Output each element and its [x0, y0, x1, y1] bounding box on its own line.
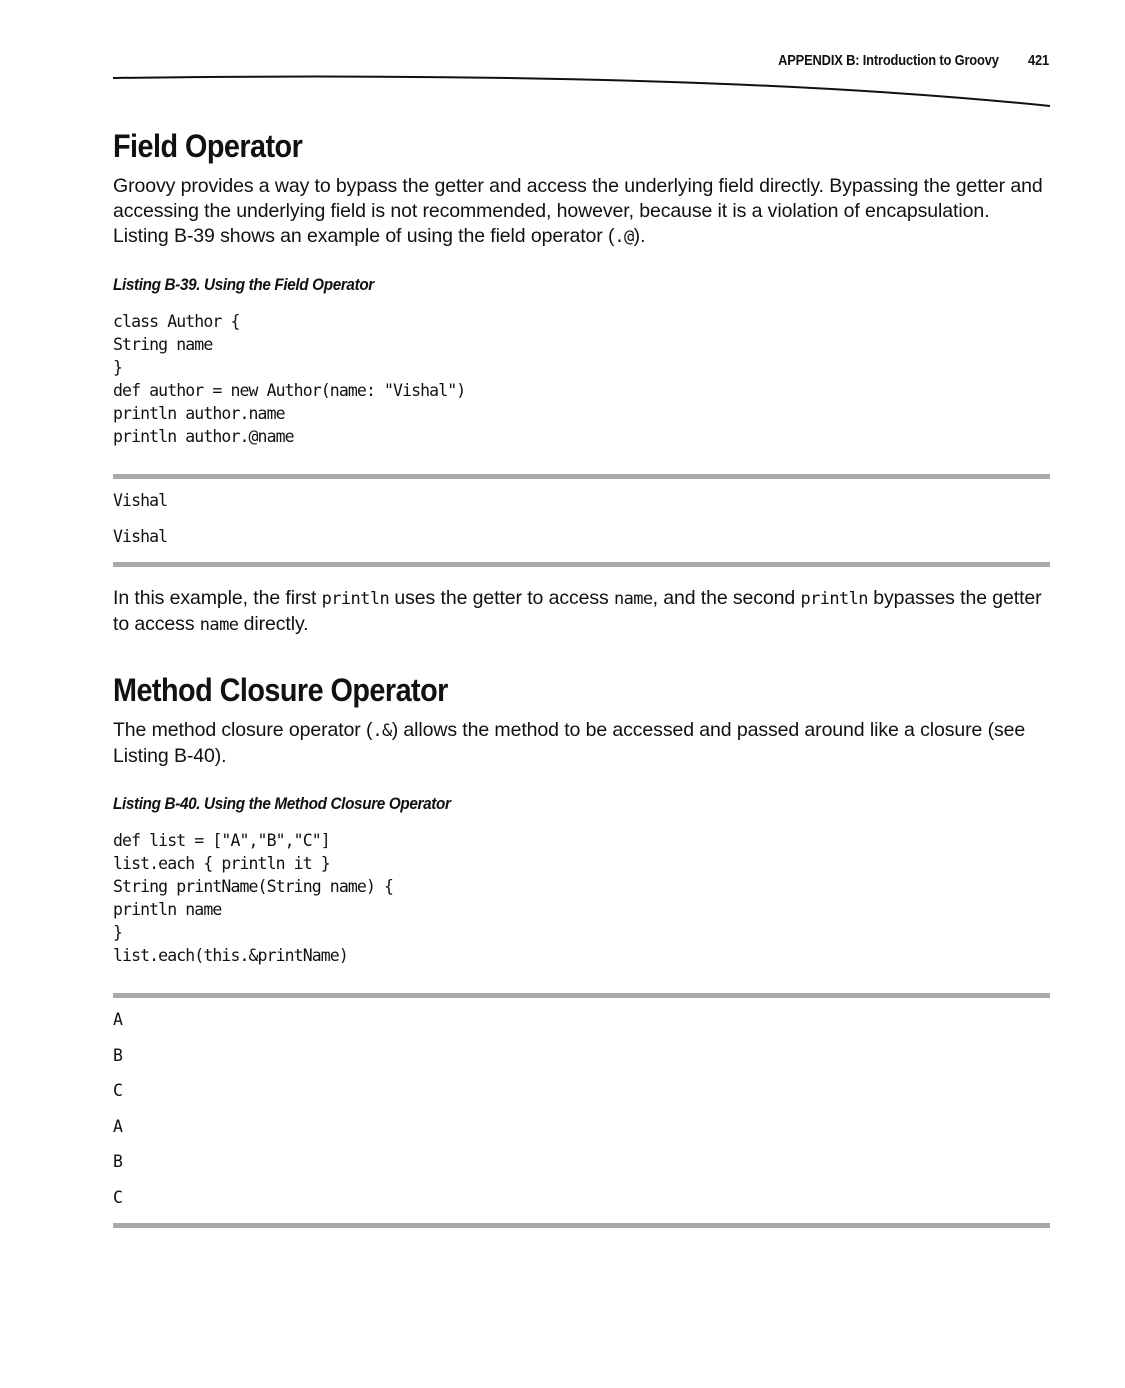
section-method-closure-operator — [113, 668, 1050, 967]
output-line: B — [113, 1045, 123, 1065]
page-number: 421 — [1027, 52, 1049, 69]
text-run: In this example, the first — [113, 587, 322, 609]
inline-code: println — [321, 589, 390, 609]
running-title: APPENDIX B: Introduction to Groovy — [778, 52, 999, 69]
output-box — [113, 474, 1050, 567]
inline-code: .& — [372, 721, 392, 741]
header-rule — [0, 68, 1125, 116]
code-listing — [113, 829, 1050, 967]
inline-code: name — [614, 589, 653, 609]
code-line: class Author { — [113, 312, 240, 331]
inline-code: println — [800, 589, 868, 609]
section-intro-paragraph — [113, 718, 1050, 769]
code-line: String printName(String name) { — [113, 877, 394, 896]
listing-caption: Listing B-40. Using the Method Closure Operator — [113, 794, 451, 813]
text-run: , and the second — [652, 587, 801, 609]
output-line: C — [113, 1081, 123, 1100]
output-line: B — [113, 1152, 123, 1171]
intro-text: The method closure operator ( — [113, 719, 373, 741]
intro-text: ) allows the method to be accessed and passed around like a closure (see Listing B-40). — [113, 719, 1026, 767]
section-intro-paragraph — [113, 174, 1050, 250]
code-line: String name — [113, 335, 213, 354]
section-title: Field Operator — [113, 128, 303, 164]
output-line: Vishal — [113, 491, 168, 510]
code-line: } — [113, 923, 123, 942]
output-line: Vishal — [113, 526, 168, 546]
inline-code: .@ — [614, 227, 634, 247]
section-field-operator — [113, 124, 1050, 448]
code-listing — [113, 310, 1050, 448]
code-line: list.each(this.&printName) — [113, 946, 348, 965]
output-line: C — [113, 1187, 123, 1207]
code-line: println author.name — [113, 404, 285, 423]
code-line: def author = new Author(name: "Vishal") — [113, 381, 466, 400]
output-line: A — [113, 1116, 123, 1136]
text-run: uses the getter to access — [389, 587, 615, 609]
listing-caption: Listing B-39. Using the Field Operator — [113, 275, 374, 294]
output-box — [113, 993, 1050, 1228]
code-line: println author.@name — [113, 427, 294, 446]
text-run: directly. — [238, 613, 309, 635]
output-line: A — [113, 1010, 123, 1029]
section-title: Method Closure Operator — [113, 672, 448, 708]
code-line: println name — [113, 900, 222, 919]
explanation-paragraph — [113, 586, 1050, 638]
inline-code: name — [199, 615, 239, 635]
code-line: } — [113, 358, 123, 377]
running-head — [778, 52, 1049, 69]
code-line: def list = ["A","B","C"] — [113, 831, 330, 850]
text-run: bypasses the getter to access — [113, 587, 1042, 635]
intro-text: ). — [633, 225, 646, 247]
intro-text: Groovy provides a way to bypass the getter and access the underlying field directly. Bypassing the getter and accessing the underlying field is not recommended, however, because it is a violation of encapsulation. Listing B-39 shows an example of using the field operator ( — [113, 175, 1043, 247]
code-line: list.each { println it } — [113, 854, 330, 873]
